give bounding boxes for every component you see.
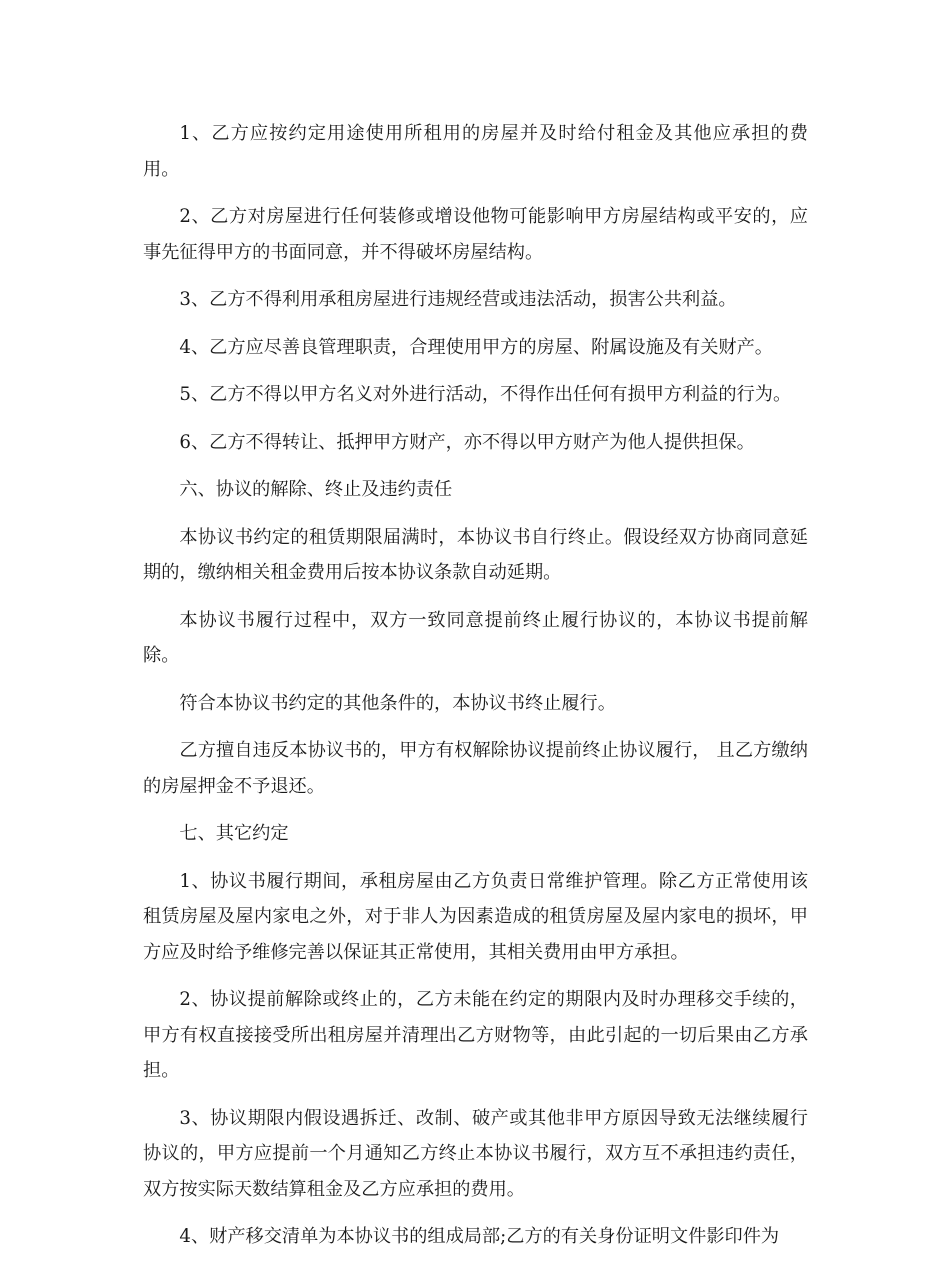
paragraph-early-termination: 本协议书履行过程中，双方一致同意提前终止履行协议的，本协议书提前解除。: [143, 609, 808, 666]
paragraph-other-1: 1、协议书履行期间，承租房屋由乙方负责日常维护管理。除乙方正常使用该租赁房屋及屋内家电之外，对于非人为因素造成的租赁房屋及屋内家电的损坏，甲方应及时给予维修完善以保证其正常使用，其相关费用由甲方承担。: [143, 870, 808, 963]
document-page: [143, 116, 808, 1267]
paragraph-term-expiry: 本协议书约定的租赁期限届满时，本协议书自行终止。假设经双方协商同意延期的，缴纳相关租金费用后按本协议条款自动延期。: [143, 526, 808, 583]
paragraph-breach: 乙方擅自违反本协议书的，甲方有权解除协议提前终止协议履行， 且乙方缴纳的房屋押金不予退还。: [143, 740, 808, 797]
paragraph-clause-1: 1、乙方应按约定用途使用所租用的房屋并及时给付租金及其他应承担的费用。: [143, 123, 808, 180]
paragraph-clause-2: 2、乙方对房屋进行任何装修或增设他物可能影响甲方房屋结构或平安的，应事先征得甲方的书面同意，并不得破坏房屋结构。: [143, 206, 808, 263]
paragraph-clause-3: 3、乙方不得利用承租房屋进行违规经营或违法活动，损害公共利益。: [179, 289, 737, 310]
paragraph-other-3: 3、协议期限内假设遇拆迁、改制、破产或其他非甲方原因导致无法继续履行协议的，甲方应提前一个月通知乙方终止本协议书履行，双方互不承担违约责任，双方按实际天数结算租金及乙方应承担的费用。: [143, 1107, 808, 1200]
paragraph-other-2: 2、协议提前解除或终止的，乙方未能在约定的期限内及时办理移交手续的，甲方有权直接接受所出租房屋并清理出乙方财物等，由此引起的一切后果由乙方承担。: [143, 989, 808, 1081]
section-heading-other-agreements: 七、其它约定: [179, 823, 289, 844]
paragraph-clause-4: 4、乙方应尽善良管理职责，合理使用甲方的房屋、附属设施及有关财产。: [179, 336, 773, 358]
paragraph-other-conditions: 符合本协议书约定的其他条件的，本协议书终止履行。: [179, 692, 616, 714]
paragraph-clause-6: 6、乙方不得转让、抵押甲方财产，亦不得以甲方财产为他人提供担保。: [179, 431, 755, 453]
paragraph-other-4: 4、财产移交清单为本协议书的组成局部;乙方的有关身份证明文件影印件为: [179, 1226, 780, 1247]
section-heading-termination: 六、协议的解除、终止及违约责任: [179, 479, 453, 500]
paragraph-clause-5: 5、乙方不得以甲方名义对外进行活动，不得作出任何有损甲方利益的行为。: [179, 384, 792, 405]
